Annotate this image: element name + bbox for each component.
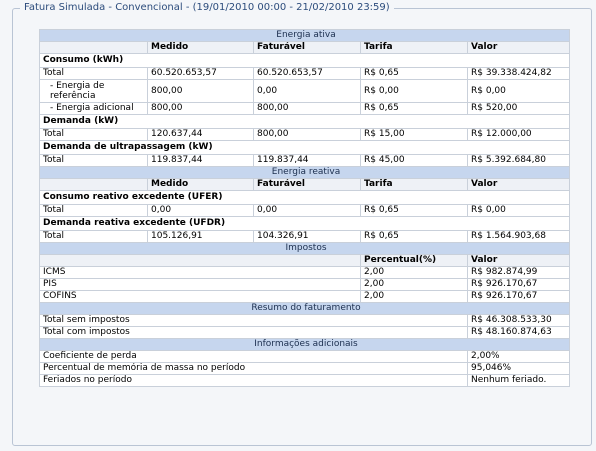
section-energia-reativa-label: Energia reativa xyxy=(40,167,570,179)
table-cell: Nenhum feriado. xyxy=(468,375,570,387)
column-header: Medido xyxy=(148,42,254,54)
row-label: Total com impostos xyxy=(40,327,468,339)
table-row xyxy=(40,267,570,279)
table-cell: 60.520.653,57 xyxy=(148,68,254,80)
table-cell: R$ 0,00 xyxy=(468,205,570,217)
table-cell: R$ 0,65 xyxy=(361,68,468,80)
section-energia-ativa xyxy=(40,30,570,42)
row-label: Coeficiente de perda xyxy=(40,351,468,363)
table-cell: R$ 0,65 xyxy=(361,231,468,243)
table-row xyxy=(40,363,570,375)
table-row xyxy=(40,205,570,217)
column-header: Tarifa xyxy=(361,42,468,54)
table-cell: 120.637,44 xyxy=(148,129,254,141)
row-label: - Energia adicional xyxy=(40,103,148,115)
row-label: Total xyxy=(40,155,148,167)
section-resumo xyxy=(40,303,570,315)
row-label: Total xyxy=(40,129,148,141)
group-label: Consumo (kWh) xyxy=(40,54,570,68)
table-row xyxy=(40,351,570,363)
table-cell: R$ 520,00 xyxy=(468,103,570,115)
section-info-label: Informações adicionais xyxy=(40,339,570,351)
group-label: Demanda de ultrapassagem (kW) xyxy=(40,141,570,155)
table-cell: R$ 0,00 xyxy=(468,80,570,103)
column-header-row xyxy=(40,255,570,267)
group-header-row xyxy=(40,141,570,155)
section-resumo-label: Resumo do faturamento xyxy=(40,303,570,315)
section-impostos-label: Impostos xyxy=(40,243,570,255)
table-row xyxy=(40,291,570,303)
invoice-table xyxy=(39,29,570,387)
table-cell: R$ 5.392.684,80 xyxy=(468,155,570,167)
table-cell: 800,00 xyxy=(148,103,254,115)
table-row xyxy=(40,315,570,327)
table-row xyxy=(40,279,570,291)
table-cell: R$ 982.874,99 xyxy=(468,267,570,279)
table-cell: 0,00 xyxy=(148,205,254,217)
table-cell: 0,00 xyxy=(254,80,361,103)
column-header-empty xyxy=(40,255,361,267)
table-row xyxy=(40,155,570,167)
table-row xyxy=(40,327,570,339)
row-label: Total sem impostos xyxy=(40,315,468,327)
table-row xyxy=(40,68,570,80)
section-energia-reativa xyxy=(40,167,570,179)
table-cell: 95,046% xyxy=(468,363,570,375)
table-cell: 800,00 xyxy=(254,129,361,141)
table-cell: R$ 45,00 xyxy=(361,155,468,167)
table-cell: R$ 12.000,00 xyxy=(468,129,570,141)
column-header-row xyxy=(40,42,570,54)
table-cell: 60.520.653,57 xyxy=(254,68,361,80)
row-label: PIS xyxy=(40,279,361,291)
table-cell: 0,00 xyxy=(254,205,361,217)
invoice-title: Fatura Simulada - Convencional - (19/01/2010 00:00 - 21/02/2010 23:59) xyxy=(20,2,394,13)
invoice-panel xyxy=(39,29,569,387)
row-label: Feriados no período xyxy=(40,375,468,387)
row-label: Total xyxy=(40,231,148,243)
group-header-row xyxy=(40,115,570,129)
column-header: Valor xyxy=(468,255,570,267)
column-header: Faturável xyxy=(254,179,361,191)
group-label: Demanda (kW) xyxy=(40,115,570,129)
column-header: Valor xyxy=(468,42,570,54)
table-cell: R$ 48.160.874,63 xyxy=(468,327,570,339)
table-cell: 2,00 xyxy=(361,291,468,303)
table-cell: 2,00 xyxy=(361,279,468,291)
table-cell: R$ 15,00 xyxy=(361,129,468,141)
group-header-row xyxy=(40,217,570,231)
table-cell: R$ 0,65 xyxy=(361,205,468,217)
column-header: Percentual(%) xyxy=(361,255,468,267)
column-header: Faturável xyxy=(254,42,361,54)
table-cell: R$ 0,00 xyxy=(361,80,468,103)
table-cell: R$ 46.308.533,30 xyxy=(468,315,570,327)
table-cell: 105.126,91 xyxy=(148,231,254,243)
row-label: ICMS xyxy=(40,267,361,279)
table-cell: 119.837,44 xyxy=(148,155,254,167)
section-energia-ativa-label: Energia ativa xyxy=(40,30,570,42)
table-cell: R$ 1.564.903,68 xyxy=(468,231,570,243)
table-cell: R$ 926.170,67 xyxy=(468,279,570,291)
table-cell: R$ 0,65 xyxy=(361,103,468,115)
group-label: Demanda reativa excedente (UFDR) xyxy=(40,217,570,231)
column-header: Valor xyxy=(468,179,570,191)
table-cell: 104.326,91 xyxy=(254,231,361,243)
table-row xyxy=(40,129,570,141)
row-label: COFINS xyxy=(40,291,361,303)
column-header-row xyxy=(40,179,570,191)
table-cell: 2,00 xyxy=(361,267,468,279)
row-label: Total xyxy=(40,68,148,80)
group-header-row xyxy=(40,54,570,68)
column-header xyxy=(40,179,148,191)
section-info xyxy=(40,339,570,351)
row-label: - Energia de referência xyxy=(40,80,148,103)
table-cell: 800,00 xyxy=(148,80,254,103)
group-header-row xyxy=(40,191,570,205)
table-cell: R$ 926.170,67 xyxy=(468,291,570,303)
column-header: Tarifa xyxy=(361,179,468,191)
table-row xyxy=(40,375,570,387)
table-cell: 2,00% xyxy=(468,351,570,363)
row-label: Percentual de memória de massa no período xyxy=(40,363,468,375)
table-cell: 119.837,44 xyxy=(254,155,361,167)
table-row xyxy=(40,80,570,103)
row-label: Total xyxy=(40,205,148,217)
table-cell: R$ 39.338.424,82 xyxy=(468,68,570,80)
column-header: Medido xyxy=(148,179,254,191)
column-header xyxy=(40,42,148,54)
group-label: Consumo reativo excedente (UFER) xyxy=(40,191,570,205)
table-cell: 800,00 xyxy=(254,103,361,115)
section-impostos xyxy=(40,243,570,255)
table-row xyxy=(40,103,570,115)
table-row xyxy=(40,231,570,243)
